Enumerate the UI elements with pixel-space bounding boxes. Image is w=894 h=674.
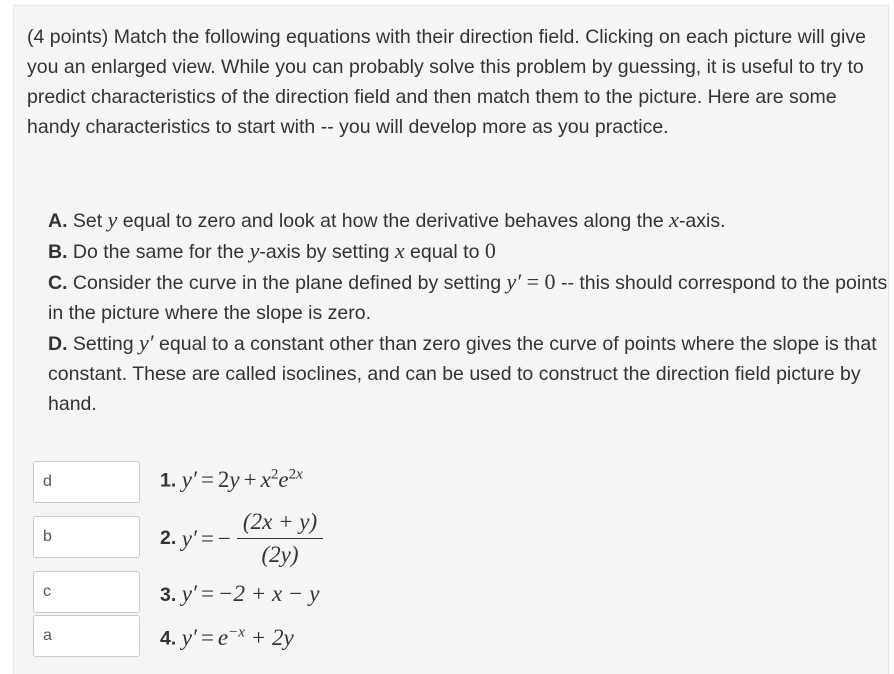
answer-input-4[interactable]: a	[33, 615, 140, 657]
answer-input-2[interactable]: b	[33, 516, 140, 558]
problem-statement: (4 points) Match the following equations with their direction field. Clicking on each picture will give you an enlarged view. While you can probably solve this problem by guessing, it is useful to try to predict characteristics of the direction field and then match them to the picture. Here are some handy characteristics to start with -- you will develop more as you practice.	[27, 26, 866, 138]
hint-a: A. Set y equal to zero and look at how the derivative behaves along the x-axis.	[48, 207, 726, 232]
equation-3: 3. y′ = −2 + x − y	[160, 581, 320, 606]
hint-c: C. Consider the curve in the plane defined by setting y′ = 0 -- this should correspond to the points in the picture where the slope is zero.	[48, 269, 888, 324]
hint-b: B. Do the same for the y-axis by setting x equal to 0	[48, 238, 496, 263]
equation-2: 2. y′ = − $\frac{(2x + y)}{(2y)}$	[160, 509, 323, 568]
answer-input-3[interactable]: c	[33, 571, 140, 613]
hint-list	[48, 205, 888, 419]
hint-d: D. Setting y′ equal to a constant other than zero gives the curve of points where the slope is that constant. These are called isoclines, and can be used to construct the direction field picture by hand.	[48, 330, 877, 415]
answer-input-1[interactable]: d	[33, 461, 140, 503]
equation-4: 4. $y' = e^{-x} + 2y$	[160, 624, 294, 650]
fraction: $\frac{(2x + y)}{(2y)}$	[237, 509, 323, 568]
equation-1: 1. $y' = 2y + x^2e^{2x}$	[160, 466, 303, 492]
problem-panel	[13, 5, 889, 674]
